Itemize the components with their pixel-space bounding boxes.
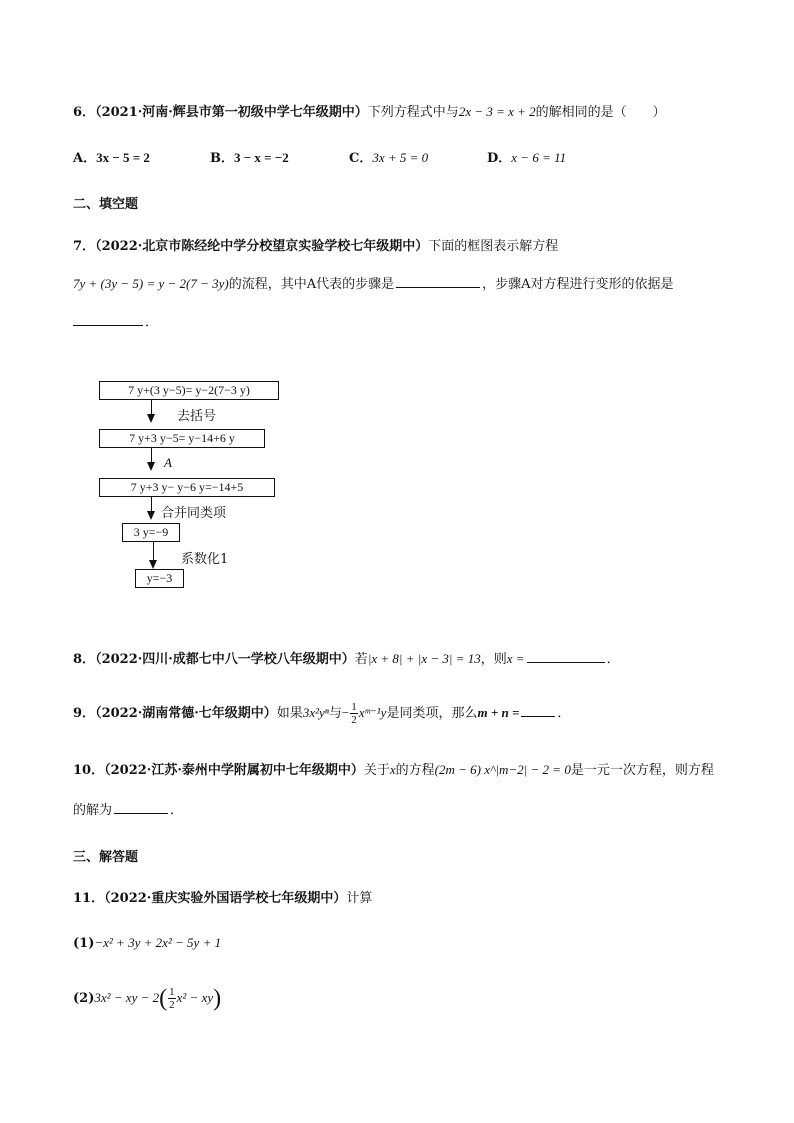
question-10: 10．（2022·江苏·泰州中学附属初中七年级期中）关于x的方程(2m − 6) x^|m−2| − 2 = 0是一元一次方程，则方程 [73,762,714,778]
option-d[interactable]: D．x − 6 = 11 [487,150,567,166]
section-heading-fill-in: 二、填空题 [73,197,139,212]
question-11: 11．（2022·重庆实验外国语学校七年级期中）计算 [73,891,373,906]
answer-blank[interactable] [527,649,605,663]
question-10-line-2: 的解为 ． [73,800,183,821]
question-7: 7．（2022·北京市陈经纶中学分校望京实验学校七年级期中）下面的框图表示解方程 [73,239,559,254]
flow-box-3: 7 y+3 y− y−6 y=−14+5 [99,478,275,497]
expression: 3x² − xy − 2 [94,990,160,1005]
arrow-down-icon [149,560,157,569]
option-a[interactable]: A．3x − 5 = 2 [73,150,150,166]
question-7-line-2: 7y + (3y − 5) = y − 2(7 − 3y)的流程，其中A代表的步骤是 ，步骤A对方程进行变形的依据是 [73,276,674,292]
fraction: $\frac{1}{2}$ [351,701,357,726]
flow-box-5: y=−3 [135,569,184,588]
flow-box-2: 7 y+3 y−5= y−14+6 y [99,429,265,448]
arrow-down-icon [147,511,155,520]
arrow-down-icon [147,414,155,423]
question-6: 6．（2021·河南·辉县市第一初级中学七年级期中）下列方程式中与2x − 3 = x + 2的解相同的是（ ） [73,104,666,120]
flow-step-label-4: 系数化1 [181,552,229,567]
question-11-part-1: (1)−x² + 3y + 2x² − 5y + 1 [73,935,222,951]
question-number: 6 [73,105,83,120]
question-source: （2022·重庆实验外国语学校七年级期中） [104,891,347,906]
question-text: 下列方程式中与 [367,105,459,120]
question-source: （2021·河南·辉县市第一初级中学七年级期中） [95,105,368,120]
flow-box-1: 7 y+(3 y−5)= y−2(7−3 y) [99,381,279,400]
option-c[interactable]: C．3x + 5 = 0 [349,150,429,166]
answer-blank-1[interactable] [396,274,480,288]
flow-arrow-4 [153,542,154,562]
question-text-2: 的解相同的是（ ） [535,105,666,120]
section-heading-answer: 三、解答题 [73,850,139,865]
term-1: 3x²yⁿ [302,705,329,720]
answer-blank[interactable] [114,800,168,814]
option-b[interactable]: B．3 − x = −2 [210,150,289,166]
flow-box-4: 3 y=−9 [122,523,180,542]
flow-step-label-3: 合并同类项 [161,506,227,521]
question-source: （2022·湖南常德·七年级期中） [95,706,277,721]
question-8: 8．（2022·四川·成都七中八一学校八年级期中）若|x + 8| + |x − 3| = 13，则x = ． [73,651,620,667]
flow-step-label-2: A [164,455,172,470]
question-9: 9．（2022·湖南常德·七年级期中）如果3x²yⁿ与− $\frac{1}{2}$ xᵐ⁻¹y是同类项，那么m + n = ． [73,701,571,726]
question-11-part-2: (2)3x² − xy − 2( $\frac{1}{2}$ x² − xy) [73,985,222,1012]
question-equation: (2m − 6) x^|m−2| − 2 = 0 [434,762,571,777]
question-equation: 7y + (3y − 5) = y − 2(7 − 3y) [73,276,229,291]
flow-step-label-1: 去括号 [177,409,217,424]
answer-blank-2[interactable] [73,312,143,326]
answer-blank[interactable] [521,703,555,717]
fraction: $\frac{1}{2}$ [169,986,175,1011]
question-text: 下面的框图表示解方程 [428,239,559,254]
question-7-line-3: ． [73,312,158,333]
question-equation: 2x − 3 = x + 2 [458,104,536,119]
question-equation: |x + 8| + |x − 3| = 13 [367,651,481,666]
expression: −x² + 3y + 2x² − 5y + 1 [94,935,222,950]
arrow-down-icon [147,462,155,471]
question-source: （2022·四川·成都七中八一学校八年级期中） [95,652,355,667]
question-source: （2022·北京市陈经纶中学分校望京实验学校七年级期中） [95,239,429,254]
term-2: xᵐ⁻¹y [358,705,387,720]
question-source: （2022·江苏·泰州中学附属初中七年级期中） [104,763,364,778]
